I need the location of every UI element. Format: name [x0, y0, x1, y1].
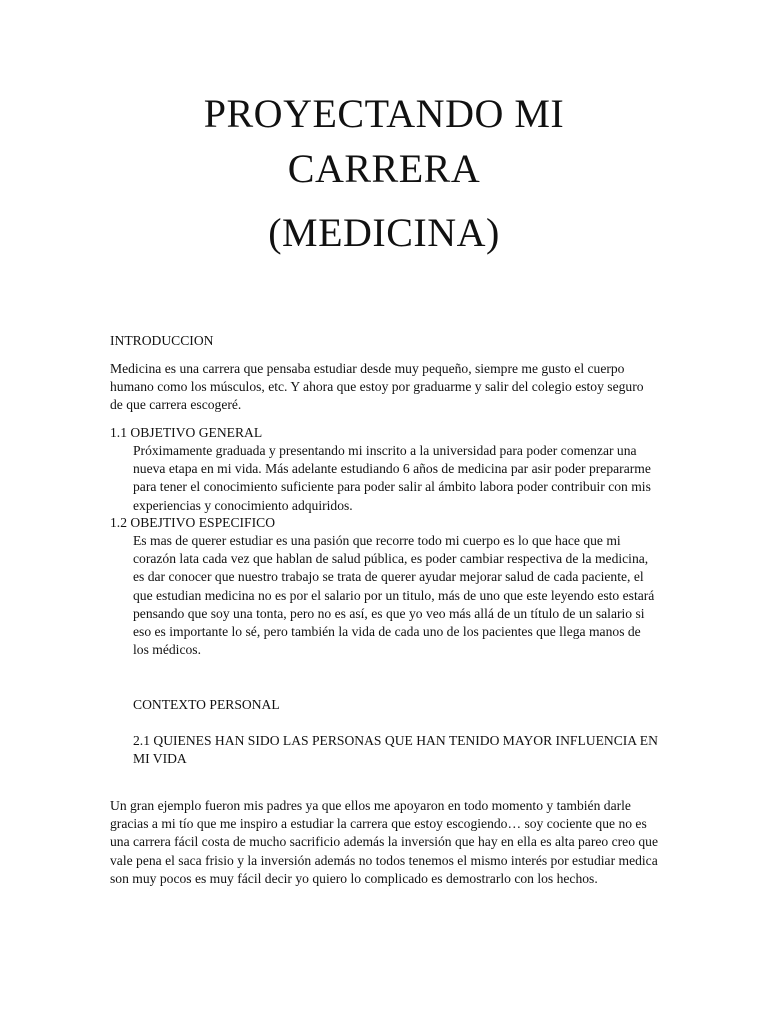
contexto-personal-heading: CONTEXTO PERSONAL: [133, 697, 280, 712]
section-2-1-heading: 2.1 QUIENES HAN SIDO LAS PERSONAS QUE HAN TENIDO MAYOR INFLUENCIA EN MI VIDA: [133, 733, 658, 767]
intro-heading: INTRODUCCION: [110, 333, 214, 348]
section-1-2-heading: 1.2 OBEJTIVO ESPECIFICO: [110, 515, 276, 530]
section-1-2-paragraph: Es mas de querer estudiar es una pasión que recorre todo mi cuerpo es lo que hace que mi corazón lata cada vez que hablan de salud pública, es poder cambiar respectiva de la medicina, es dar conocer que nuestro trabajo se trata de querer ayudar mejorar salud de cada paciente, el que estudian medicina no es por el salario por un titulo, más de uno que este leyendo esto estará pensando que soy una tonta, pero no es así, es que yo veo más allá de un título de un salario si eso es importante lo sé, pero también la vida de cada uno de los pacientes que llega manos de los médicos.: [133, 533, 655, 658]
section-2-1-paragraph: Un gran ejemplo fueron mis padres ya que ellos me apoyaron en todo momento y también darle gracias a mi tío que me inspiro a estudiar la carrera que estoy escogiendo… soy cociente que no es una carrera fácil costa de mucho sacrificio además la inversión que hay en ella es alta pareo creo que vale pena el saca frisio y la inversión además no todos tenemos el mismo interés por estudiar medica son muy pocos es muy fácil decir yo quiero lo complicado es demostrarlo con los hechos.: [110, 798, 659, 886]
title-line-3: (MEDICINA): [268, 210, 500, 255]
title-line-2: CARRERA: [287, 146, 481, 191]
section-1-1-paragraph: Próximamente graduada y presentando mi inscrito a la universidad para poder comenzar una nueva etapa en mi vida. Más adelante estudiando 6 años de medicina par asir poder prepararme para tener el conocimiento suficiente para poder salir al ámbito labora poder contribuir con mis experiencias y conocimiento adquiridos.: [133, 443, 651, 513]
intro-paragraph: Medicina es una carrera que pensaba estudiar desde muy pequeño, siempre me gusto el cuerpo humano como los músculos, etc. Y ahora que estoy por graduarme y salir del colegio estoy seguro de que carrera escogeré.: [110, 361, 644, 413]
section-1-1-heading: 1.1 OBJETIVO GENERAL: [110, 425, 263, 440]
title-line-1: PROYECTANDO MI: [203, 91, 565, 136]
